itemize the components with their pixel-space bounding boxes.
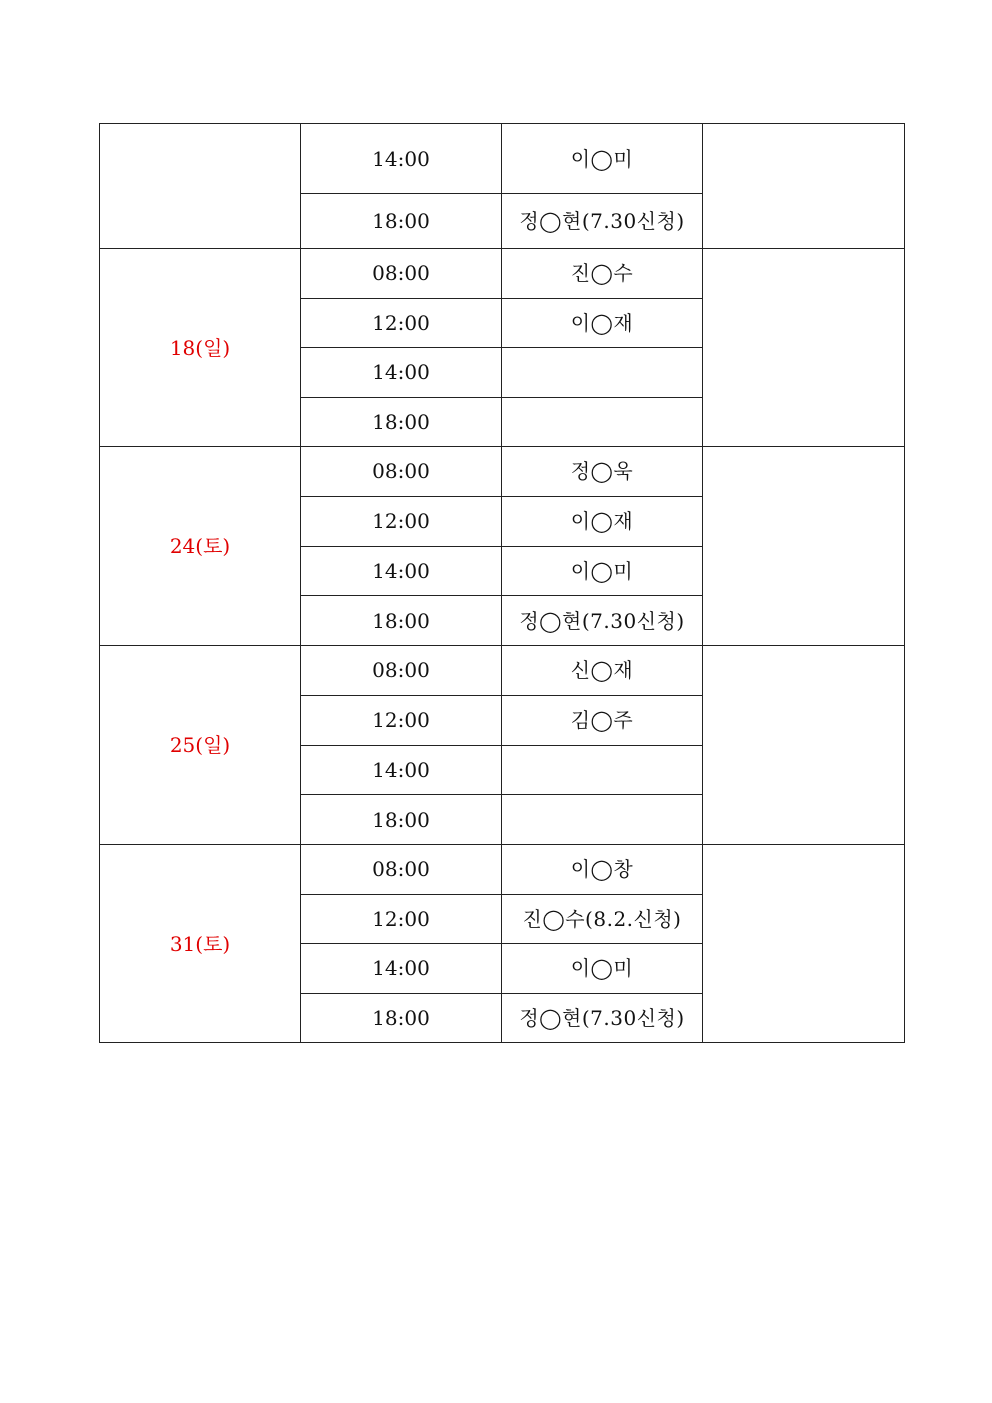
time-cell: 08:00	[301, 249, 502, 299]
name-cell: 진◯수	[502, 249, 703, 299]
name-cell	[502, 397, 703, 447]
time-cell: 12:00	[301, 695, 502, 745]
date-cell: 24(토)	[100, 447, 301, 646]
name-cell: 이◯미	[502, 944, 703, 994]
name-cell: 이◯창	[502, 845, 703, 895]
name-cell	[502, 745, 703, 795]
date-cell	[100, 124, 301, 249]
note-cell	[703, 845, 905, 1043]
table-row	[100, 845, 905, 895]
time-cell: 14:00	[301, 944, 502, 994]
table-row	[100, 124, 905, 194]
name-cell: 신◯재	[502, 646, 703, 696]
name-cell: 김◯주	[502, 695, 703, 745]
note-cell	[703, 124, 905, 249]
name-cell: 정◯현(7.30신청)	[502, 993, 703, 1043]
name-cell: 이◯재	[502, 298, 703, 348]
time-cell: 12:00	[301, 496, 502, 546]
name-cell: 정◯욱	[502, 447, 703, 497]
time-cell: 14:00	[301, 546, 502, 596]
name-cell	[502, 795, 703, 845]
time-cell: 14:00	[301, 348, 502, 398]
name-cell: 진◯수(8.2.신청)	[502, 894, 703, 944]
time-cell: 08:00	[301, 845, 502, 895]
time-cell: 12:00	[301, 298, 502, 348]
time-cell: 14:00	[301, 745, 502, 795]
schedule-table	[99, 123, 905, 1043]
time-cell: 18:00	[301, 993, 502, 1043]
time-cell: 18:00	[301, 795, 502, 845]
name-cell: 이◯재	[502, 496, 703, 546]
table-row	[100, 646, 905, 696]
date-cell: 25(일)	[100, 646, 301, 845]
name-cell: 이◯미	[502, 546, 703, 596]
table-row	[100, 249, 905, 299]
time-cell: 08:00	[301, 646, 502, 696]
name-cell: 이◯미	[502, 124, 703, 194]
date-cell: 18(일)	[100, 249, 301, 447]
name-cell	[502, 348, 703, 398]
time-cell: 18:00	[301, 194, 502, 249]
name-cell: 정◯현(7.30신청)	[502, 194, 703, 249]
date-cell: 31(토)	[100, 845, 301, 1043]
time-cell: 12:00	[301, 894, 502, 944]
note-cell	[703, 447, 905, 646]
note-cell	[703, 646, 905, 845]
time-cell: 18:00	[301, 397, 502, 447]
note-cell	[703, 249, 905, 447]
name-cell: 정◯현(7.30신청)	[502, 596, 703, 646]
time-cell: 14:00	[301, 124, 502, 194]
time-cell: 08:00	[301, 447, 502, 497]
time-cell: 18:00	[301, 596, 502, 646]
table-row	[100, 447, 905, 497]
